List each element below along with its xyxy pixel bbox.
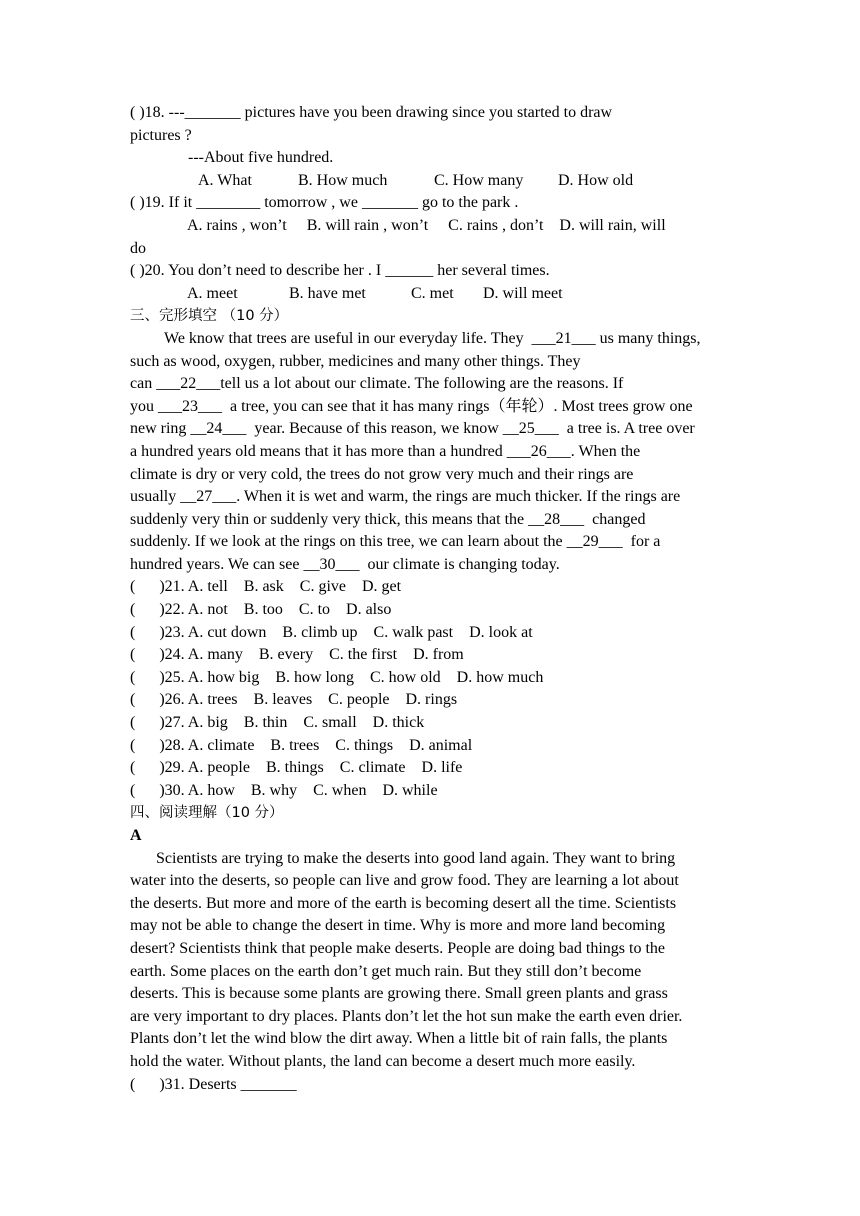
question-23: ( )23. A. cut down B. climb up C. walk past D. look at — [130, 623, 533, 641]
question-29: ( )29. A. people B. things C. climate D. life — [130, 759, 463, 777]
cloze-line: new ring __24___ year. Because of this reason, we know __25___ a tree is. A tree over — [130, 420, 695, 438]
cloze-questions — [130, 576, 740, 802]
worksheet-page — [130, 102, 740, 1096]
option-d: D. will meet — [483, 284, 563, 302]
cloze-line: We know that trees are useful in our everyday life. They ___21___ us many things, — [164, 329, 701, 347]
question-26: ( )26. A. trees B. leaves C. people D. rings — [130, 691, 458, 709]
option-c: C. How many — [434, 171, 524, 189]
section-3-heading: 三、完形填空 （10 分） — [130, 308, 289, 325]
question-18-options — [130, 170, 740, 193]
passage-line: Plants don’t let the wind blow the dirt away. When a little bit of rain falls, the plants — [130, 1030, 668, 1048]
passage-line: desert? Scientists think that people make deserts. People are doing bad things to the — [130, 939, 665, 957]
cloze-passage — [130, 328, 740, 577]
cloze-line: suddenly very thin or suddenly very thick, this means that the __28___ changed — [130, 510, 646, 528]
option-a: A. What — [198, 171, 252, 189]
question-18-continued: pictures ? — [130, 126, 192, 144]
passage-line: earth. Some places on the earth don’t get much rain. But they still don’t become — [130, 962, 642, 980]
question-19-continued: do — [130, 239, 146, 257]
option-a: A. meet — [187, 284, 238, 302]
cloze-line: climate is dry or very cold, the trees do not grow very much and their rings are — [130, 465, 634, 483]
question-20: ( )20. You don’t need to describe her . I ______ her several times. — [130, 262, 550, 280]
option-b: B. How much — [298, 171, 388, 189]
option-d: D. How old — [558, 171, 634, 189]
section-4-heading: 四、阅读理解（10 分） — [130, 805, 284, 822]
question-18: ( )18. ---_______ pictures have you been drawing since you started to draw — [130, 104, 613, 121]
cloze-line: can ___22___tell us a lot about our climate. The following are the reasons. If — [130, 375, 624, 393]
passage-line: Scientists are trying to make the deserts into good land again. They want to bring — [156, 849, 676, 867]
question-19-options: A. rains , won’t B. will rain , won’t C. rains , don’t D. will rain, will — [187, 216, 666, 234]
option-b: B. have met — [289, 284, 366, 302]
question-25: ( )25. A. how big B. how long C. how old D. how much — [130, 668, 544, 686]
passage-label: A — [130, 827, 142, 844]
question-28: ( )28. A. climate B. trees C. things D. animal — [130, 736, 473, 754]
cloze-line: you ___23___ a tree, you can see that it has many rings（年轮）. Most trees grow one — [130, 397, 693, 415]
question-31: ( )31. Deserts _______ — [130, 1075, 297, 1093]
passage-line: the deserts. But more and more of the earth is becoming desert all the time. Scientists — [130, 894, 677, 912]
question-27: ( )27. A. big B. thin C. small D. thick — [130, 714, 425, 732]
passage-line: water into the deserts, so people can live and grow food. They are learning a lot about — [130, 872, 679, 890]
cloze-line: a hundred years old means that it has more than a hundred ___26___. When the — [130, 442, 641, 460]
question-19: ( )19. If it ________ tomorrow , we _______ go to the park . — [130, 194, 519, 212]
passage-line: deserts. This is because some plants are growing there. Small green plants and grass — [130, 985, 668, 1003]
cloze-line: usually __27___. When it is wet and warm, the rings are much thicker. If the rings are — [130, 488, 681, 506]
cloze-line: suddenly. If we look at the rings on this tree, we can learn about the __29___ for a — [130, 533, 661, 551]
cloze-line: hundred years. We can see __30___ our climate is changing today. — [130, 555, 560, 573]
question-30: ( )30. A. how B. why C. when D. while — [130, 781, 438, 799]
question-21: ( )21. A. tell B. ask C. give D. get — [130, 578, 402, 596]
reading-passage — [130, 848, 740, 1074]
option-c: C. met — [411, 284, 454, 302]
question-22: ( )22. A. not B. too C. to D. also — [130, 601, 392, 619]
question-20-options — [130, 283, 740, 306]
question-24: ( )24. A. many B. every C. the first D. from — [130, 646, 464, 664]
passage-line: hold the water. Without plants, the land can become a desert much more easily. — [130, 1052, 636, 1070]
cloze-line: such as wood, oxygen, rubber, medicines and many other things. They — [130, 352, 581, 370]
passage-line: may not be able to change the desert in time. Why is more and more land becoming — [130, 917, 666, 935]
passage-line: are very important to dry places. Plants don’t let the hot sun make the earth even drier. — [130, 1007, 683, 1025]
question-18-answer: ---About five hundred. — [188, 149, 334, 167]
